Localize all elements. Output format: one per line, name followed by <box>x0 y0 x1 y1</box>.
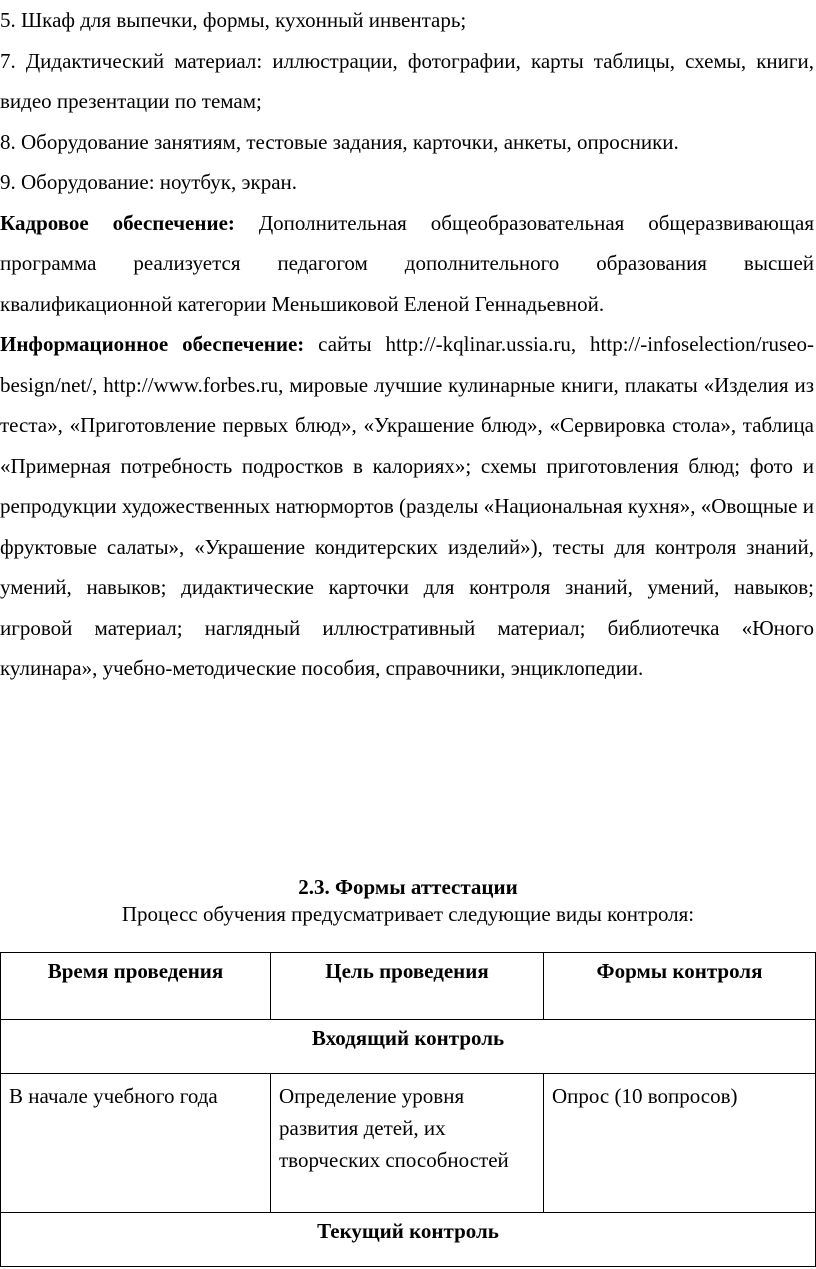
header-form: Формы контроля <box>544 953 816 1020</box>
table-header-row <box>1 953 816 1020</box>
section-subtitle: Процесс обучения предусматривает следующие виды контроля: <box>121 902 695 926</box>
info-paragraph <box>0 324 814 689</box>
header-goal: Цель проведения <box>271 953 544 1020</box>
list-item-7: 7. Дидактический материал: иллюстрации, фотографии, карты таблицы, схемы, книги, видео презентации по темам; <box>0 48 814 113</box>
header-time: Время проведения <box>1 953 271 1020</box>
table-row <box>1 1213 816 1267</box>
list-item-9: 9. Оборудование: ноутбук, экран. <box>0 170 298 194</box>
info-label: Информационное обеспечение: <box>0 332 305 356</box>
info-text: сайты http://-kqlinar.ussia.ru, http://-infoselection/ruseo-besign/net/, http://www.forbes.ru, мировые лучшие кулинарные книги, плакаты «Изделия из теста», «Приготовление первых блюд», «Украшение блюд», «Сервировка стола», таблица «Примерная потребность подростков в калориях»; схемы приготовления блюд; фото и репродукции художественных натюрмортов (разделы «Национальная кухня», «Овощные и фруктовые салаты», «Украшение кондитерских изделий»), тесты для контроля знаний, умений, навыков; дидактические карточки для контроля знаний, умений, навыков; игровой материал; наглядный иллюстративный материал; библиотечка «Юного кулинара», учебно-методические пособия, справочники, энциклопедии. <box>0 332 814 680</box>
control-table <box>0 952 816 1267</box>
cell-goal: Определение уровня развития детей, их творческих способностей <box>271 1074 544 1213</box>
staff-text: Дополнительная общеобразовательная общеразвивающая программа реализуется педагогом дополнительного образования высшей квалификационной категории Меньшиковой Еленой Геннадьевной. <box>0 210 814 316</box>
list-item-5: 5. Шкаф для выпечки, формы, кухонный инвентарь; <box>0 8 467 32</box>
staff-paragraph <box>0 203 814 325</box>
group-entry-control: Входящий контроль <box>1 1020 816 1074</box>
list-item-8: 8. Оборудование занятиям, тестовые задания, карточки, анкеты, опросники. <box>0 129 679 154</box>
table-row <box>1 1020 816 1074</box>
section-title: 2.3. Формы аттестации <box>298 875 518 899</box>
cell-time: В начале учебного года <box>1 1074 271 1213</box>
group-current-control: Текущий контроль <box>1 1213 816 1267</box>
cell-form: Опрос (10 вопросов) <box>544 1074 816 1213</box>
table-row <box>1 1074 816 1213</box>
staff-label: Кадровое обеспечение: <box>0 210 235 235</box>
